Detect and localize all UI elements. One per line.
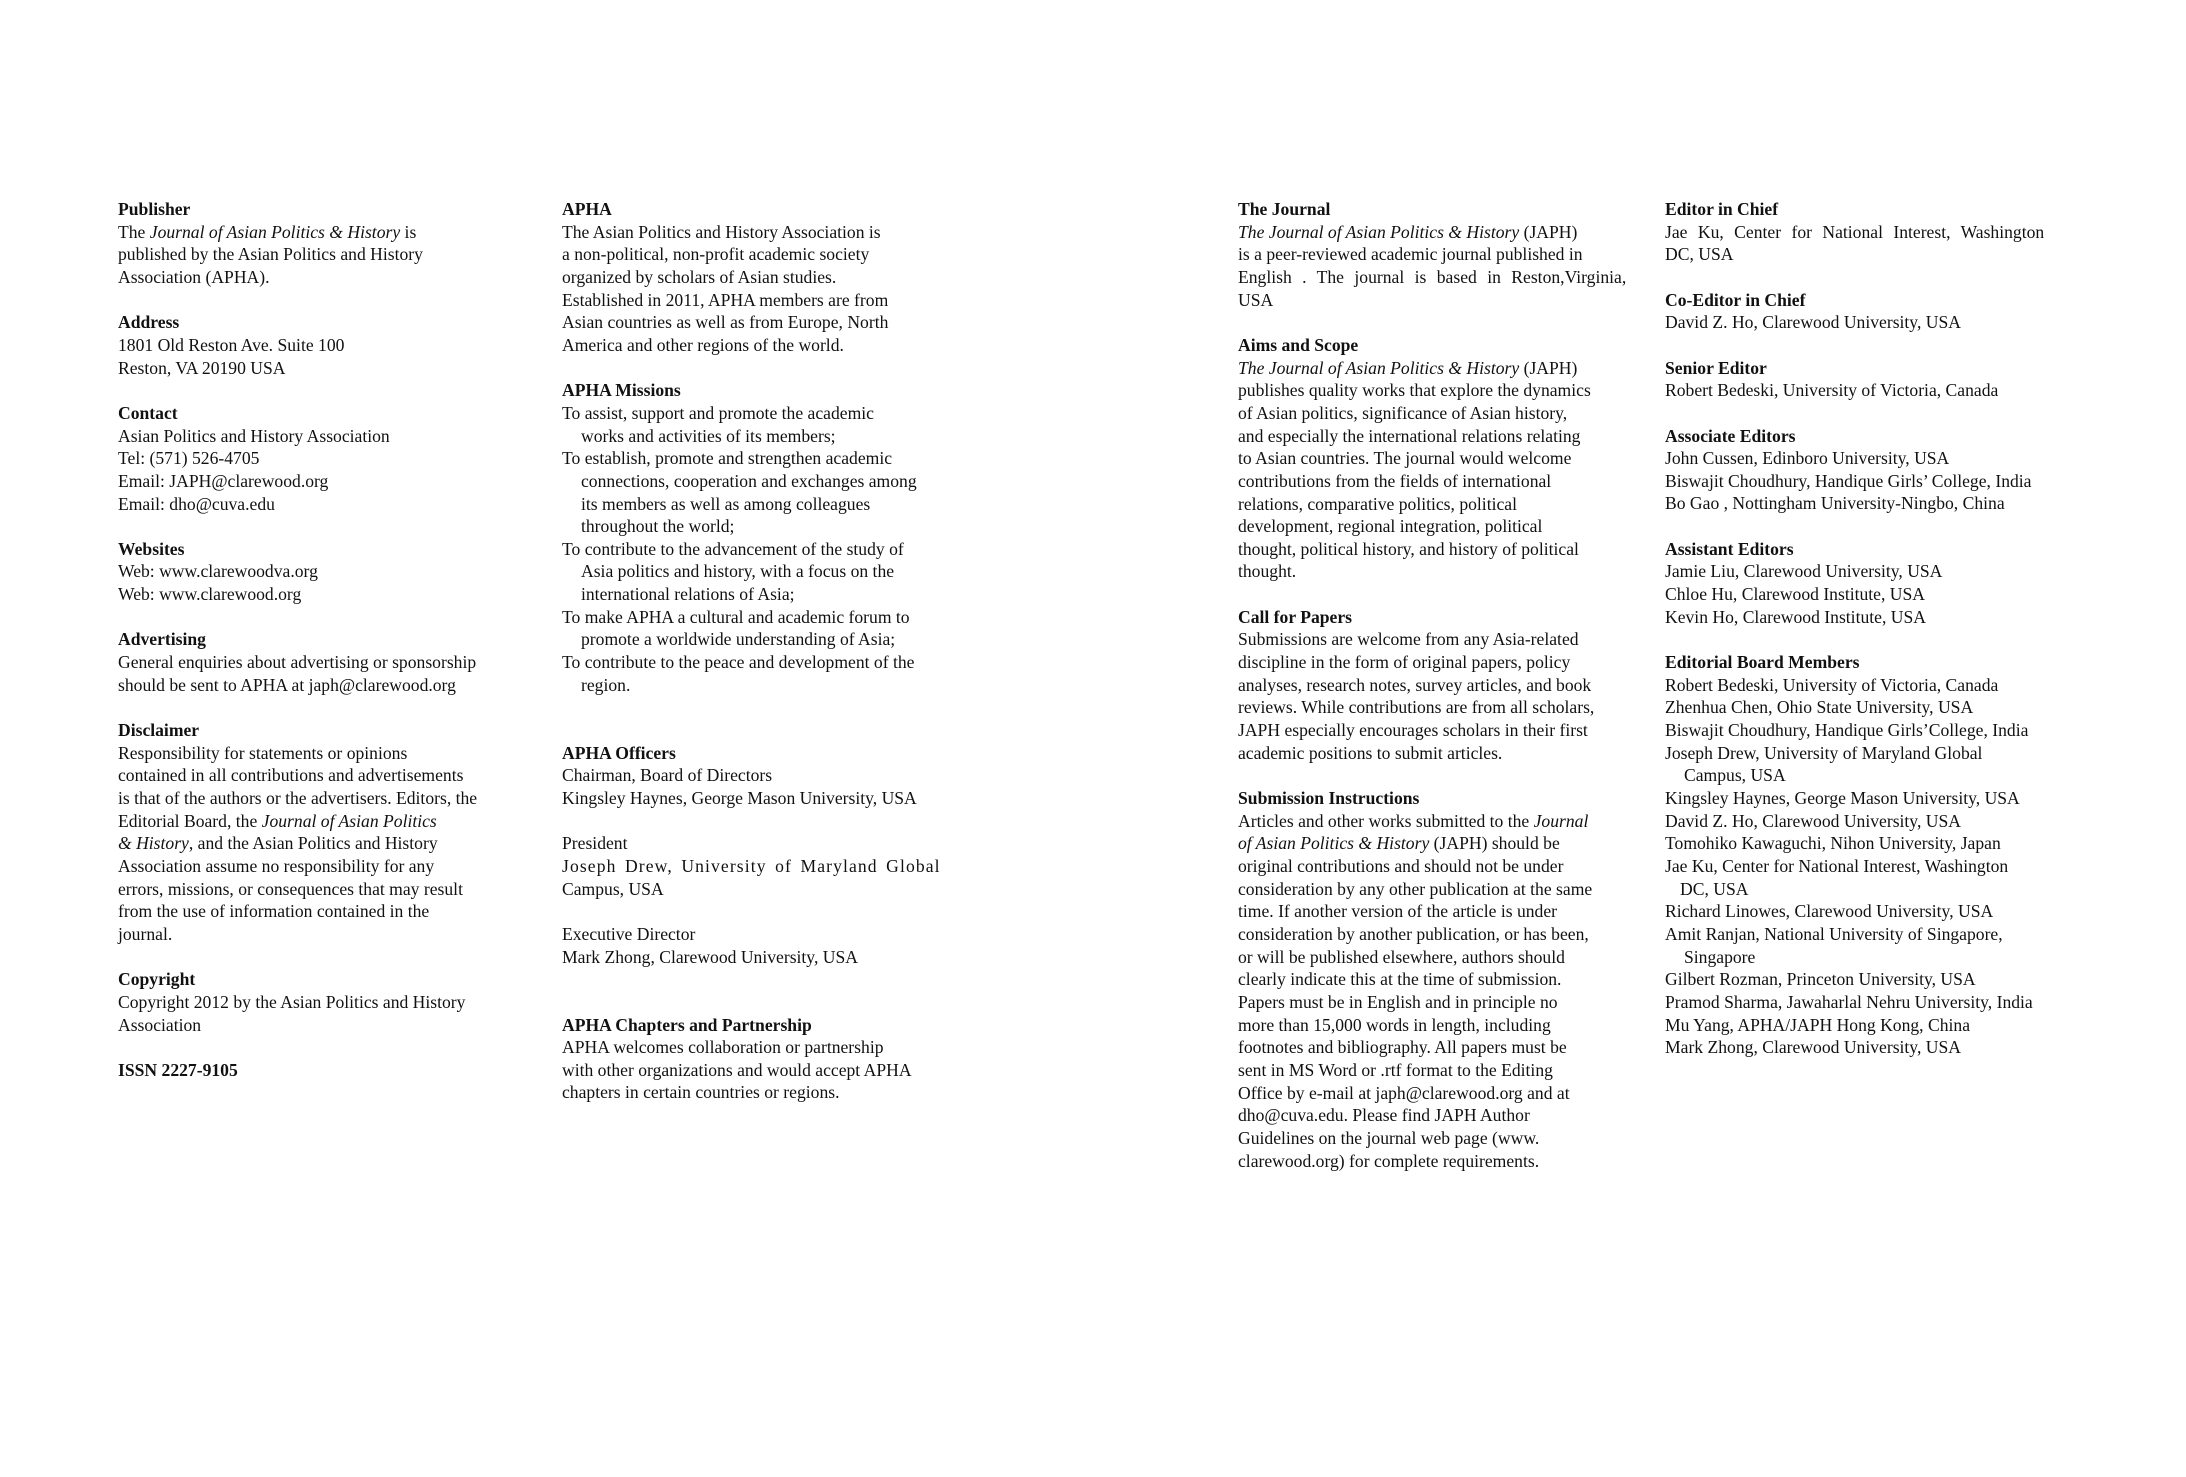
- mission-item: [562, 447, 962, 538]
- body-line: JAPH especially encourages scholars in their first: [1238, 720, 1588, 741]
- body-line: The Asian Politics and History Association is: [562, 221, 881, 242]
- section-editor-in-chief: [1665, 198, 2095, 266]
- phone: Tel: (571) 526-4705: [118, 448, 260, 469]
- mission-line: To contribute to the advancement of the study of: [562, 538, 904, 559]
- section-heading: Editorial Board Members: [1665, 652, 1860, 673]
- section-heading: Copyright: [118, 969, 196, 990]
- board-member: Joseph Drew, University of Maryland Global: [1665, 742, 1983, 763]
- body-line: [118, 221, 518, 244]
- body-line: errors, missions, or consequences that may result: [118, 878, 463, 899]
- officer-name: Kingsley Haynes, George Mason University, USA: [562, 788, 917, 809]
- body-line: organized by scholars of Asian studies.: [562, 266, 837, 287]
- section-heading: Call for Papers: [1238, 606, 1353, 627]
- body-line: development, regional integration, political: [1238, 516, 1543, 537]
- editor-line: Jamie Liu, Clarewood University, USA: [1665, 561, 1943, 582]
- section-contact: [118, 402, 518, 515]
- board-member-cont: Singapore: [1684, 946, 1756, 967]
- board-member: Pramod Sharma, Jawaharlal Nehru University, India: [1665, 991, 2033, 1012]
- body-line: a non-political, non-profit academic society: [562, 244, 870, 265]
- body-line: journal.: [118, 923, 173, 944]
- spacer: [562, 810, 962, 833]
- officer-name: Joseph Drew, University of Maryland Global: [562, 855, 941, 876]
- body-line: thought, political history, and history of political: [1238, 538, 1579, 559]
- section-address: [118, 311, 518, 379]
- section-disclaimer: [118, 719, 518, 946]
- body-line: reviews. While contributions are from all scholars,: [1238, 697, 1595, 718]
- column-association: [562, 198, 962, 1104]
- body-line: Submissions are welcome from any Asia-related: [1238, 629, 1579, 650]
- mission-item: [562, 402, 962, 447]
- editor-line: Kevin Ho, Clarewood Institute, USA: [1665, 606, 1926, 627]
- spacer: [562, 719, 962, 742]
- body-line: Office by e-mail at japh@clarewood.org and at: [1238, 1082, 1570, 1103]
- body-line: [1238, 810, 1638, 833]
- section-call-for-papers: [1238, 606, 1638, 765]
- journal-title: The Journal of Asian Politics & History: [1238, 357, 1520, 378]
- section-missions: [562, 379, 962, 696]
- editor-line: Biswajit Choudhury, Handique Girls’ College, India: [1665, 470, 2032, 491]
- body-line: English . The journal is based in Reston,Virginia,: [1238, 266, 1627, 287]
- text: (JAPH): [1519, 357, 1578, 378]
- spacer: [1665, 628, 2095, 651]
- mission-line: To establish, promote and strengthen academic: [562, 448, 893, 469]
- body-line: thought.: [1238, 561, 1297, 582]
- section-heading: APHA Chapters and Partnership: [562, 1014, 812, 1035]
- mission-line: its members as well as among colleagues: [581, 493, 871, 514]
- body-line: dho@cuva.edu. Please find JAPH Author: [1238, 1105, 1530, 1126]
- text: Editorial Board, the: [118, 810, 262, 831]
- spacer: [562, 991, 962, 1014]
- editor-line: Bo Gao , Nottingham University-Ningbo, China: [1665, 493, 2005, 514]
- section-officers: [562, 742, 962, 969]
- board-member: Robert Bedeski, University of Victoria, Canada: [1665, 674, 1999, 695]
- spacer: [1665, 515, 2095, 538]
- section-aims: [1238, 334, 1638, 583]
- section-heading: Editor in Chief: [1665, 199, 1779, 219]
- spacer: [118, 1036, 518, 1059]
- body-line: sent in MS Word or .rtf format to the Editing: [1238, 1059, 1553, 1080]
- text: Articles and other works submitted to the: [1238, 810, 1534, 831]
- body-line: footnotes and bibliography. All papers must be: [1238, 1037, 1567, 1058]
- section-associate-editors: [1665, 425, 2095, 516]
- column-editorial: [1665, 198, 2095, 1059]
- text: , and the Asian Politics and History: [188, 833, 438, 854]
- officer-title: President: [562, 833, 628, 854]
- journal-title: Journal of Asian Politics: [261, 810, 437, 831]
- section-heading: Publisher: [118, 199, 191, 219]
- column-journal: [1238, 198, 1638, 1172]
- body-line: Asian Politics and History Association: [118, 425, 390, 446]
- text: (JAPH) should be: [1429, 833, 1560, 854]
- spacer: [118, 515, 518, 538]
- spacer: [1238, 311, 1638, 334]
- body-line: discipline in the form of original papers, policy: [1238, 652, 1571, 673]
- spacer: [118, 379, 518, 402]
- body-line: from the use of information contained in the: [118, 901, 430, 922]
- spacer: [562, 900, 962, 923]
- body-line: APHA welcomes collaboration or partnership: [562, 1037, 884, 1058]
- mission-item: [562, 606, 962, 651]
- body-line: [118, 832, 518, 855]
- officer-title: Executive Director: [562, 923, 696, 944]
- email: Email: JAPH@clarewood.org: [118, 470, 329, 491]
- body-line: [118, 810, 518, 833]
- section-editorial-board: [1665, 651, 2095, 1059]
- body-line: original contributions and should not be under: [1238, 855, 1564, 876]
- body-line: Reston, VA 20190 USA: [118, 357, 286, 378]
- body-line: analyses, research notes, survey articles, and book: [1238, 674, 1592, 695]
- spacer: [118, 696, 518, 719]
- board-member: Biswajit Choudhury, Handique Girls’College, India: [1665, 720, 2029, 741]
- section-advertising: [118, 628, 518, 696]
- section-the-journal: [1238, 198, 1638, 311]
- body-line: consideration by another publication, or has been,: [1238, 923, 1589, 944]
- board-member-cont: Campus, USA: [1684, 765, 1786, 786]
- website: Web: www.clarewoodva.org: [118, 561, 318, 582]
- column-publisher-info: [118, 198, 518, 1081]
- section-assistant-editors: [1665, 538, 2095, 629]
- journal-title: Journal of Asian Politics & History: [149, 221, 401, 242]
- section-co-editor: [1665, 289, 2095, 334]
- body-line: [1238, 832, 1638, 855]
- body-line: should be sent to APHA at japh@clarewood.org: [118, 674, 456, 695]
- journal-title: Journal: [1533, 810, 1589, 831]
- section-heading: Associate Editors: [1665, 425, 1796, 446]
- section-heading: Senior Editor: [1665, 357, 1767, 378]
- text: (JAPH): [1519, 221, 1578, 242]
- body-line: 1801 Old Reston Ave. Suite 100: [118, 334, 345, 355]
- board-member: Tomohiko Kawaguchi, Nihon University, Japan: [1665, 833, 2001, 854]
- mission-item: [562, 651, 962, 696]
- body-line: General enquiries about advertising or sponsorship: [118, 652, 477, 673]
- body-line: Association (APHA).: [118, 266, 270, 287]
- section-chapters: [562, 1014, 962, 1105]
- spacer: [1665, 402, 2095, 425]
- body-line: consideration by any other publication at the same: [1238, 878, 1593, 899]
- section-heading: APHA Missions: [562, 380, 681, 401]
- section-heading: Contact: [118, 402, 178, 423]
- mission-item: [562, 538, 962, 606]
- mission-line: works and activities of its members;: [581, 425, 836, 446]
- body-line: time. If another version of the article is under: [1238, 901, 1558, 922]
- spacer: [1238, 764, 1638, 787]
- journal-title: & History: [118, 833, 189, 854]
- section-heading: Submission Instructions: [1238, 788, 1420, 809]
- body-line: with other organizations and would accept APHA: [562, 1059, 912, 1080]
- body-line: clarewood.org) for complete requirements.: [1238, 1150, 1540, 1171]
- body-line: chapters in certain countries or regions.: [562, 1082, 840, 1103]
- section-submission-instructions: [1238, 787, 1638, 1172]
- section-publisher: [118, 198, 518, 289]
- spacer: [562, 357, 962, 380]
- body-line: more than 15,000 words in length, including: [1238, 1014, 1551, 1035]
- body-line: America and other regions of the world.: [562, 334, 844, 355]
- board-member-cont: DC, USA: [1680, 878, 1749, 899]
- section-heading: APHA Officers: [562, 742, 676, 763]
- editor-line: David Z. Ho, Clarewood University, USA: [1665, 312, 1961, 333]
- body-line: Asian countries as well as from Europe, North: [562, 312, 889, 333]
- editor-line: John Cussen, Edinboro University, USA: [1665, 448, 1950, 469]
- body-line: Association: [118, 1014, 202, 1035]
- section-heading: Websites: [118, 538, 185, 559]
- spacer: [118, 606, 518, 629]
- mission-line: To make APHA a cultural and academic forum to: [562, 606, 910, 627]
- board-member: David Z. Ho, Clarewood University, USA: [1665, 810, 1961, 831]
- mission-line: connections, cooperation and exchanges among: [581, 470, 917, 491]
- spacer: [118, 946, 518, 969]
- mission-line: Asia politics and history, with a focus on the: [581, 561, 895, 582]
- section-heading: Assistant Editors: [1665, 538, 1794, 559]
- section-heading: Disclaimer: [118, 720, 200, 741]
- board-member: Jae Ku, Center for National Interest, Washington: [1665, 855, 2009, 876]
- mission-line: To assist, support and promote the academic: [562, 402, 874, 423]
- body-line: clearly indicate this at the time of submission.: [1238, 969, 1562, 990]
- body-line: Copyright 2012 by the Asian Politics and History: [118, 991, 466, 1012]
- body-line: contained in all contributions and advertisements: [118, 765, 464, 786]
- board-member: Mark Zhong, Clarewood University, USA: [1665, 1037, 1961, 1058]
- section-apha: [562, 198, 962, 357]
- body-line: academic positions to submit articles.: [1238, 742, 1503, 763]
- board-member: Gilbert Rozman, Princeton University, USA: [1665, 969, 1976, 990]
- mission-line: throughout the world;: [581, 516, 735, 537]
- section-heading: APHA: [562, 199, 612, 219]
- journal-title: The Journal of Asian Politics & History: [1238, 221, 1520, 242]
- mission-line: promote a worldwide understanding of Asia;: [581, 629, 896, 650]
- body-line: USA: [1238, 289, 1274, 310]
- body-line: [1238, 357, 1638, 380]
- board-member: Kingsley Haynes, George Mason University, USA: [1665, 787, 2020, 808]
- journal-title: of Asian Politics & History: [1238, 833, 1430, 854]
- section-copyright: [118, 968, 518, 1036]
- officer-name: Campus, USA: [562, 878, 664, 899]
- spacer: [1665, 266, 2095, 289]
- mission-line: region.: [581, 674, 631, 695]
- body-line: [1238, 221, 1638, 244]
- body-line: is a peer-reviewed academic journal published in: [1238, 244, 1583, 265]
- board-member: Mu Yang, APHA/JAPH Hong Kong, China: [1665, 1014, 1971, 1035]
- body-line: Association assume no responsibility for any: [118, 855, 435, 876]
- text: The: [118, 221, 150, 242]
- section-heading: Aims and Scope: [1238, 334, 1359, 355]
- body-line: Responsibility for statements or opinions: [118, 742, 408, 763]
- spacer: [1238, 583, 1638, 606]
- text: is: [400, 221, 417, 242]
- board-member: Amit Ranjan, National University of Singapore,: [1665, 923, 2003, 944]
- section-websites: [118, 538, 518, 606]
- body-line: or will be published elsewhere, authors should: [1238, 946, 1565, 967]
- spacer: [118, 289, 518, 312]
- editor-line: Jae Ku, Center for National Interest, Washington: [1665, 221, 2045, 242]
- body-line: Papers must be in English and in principle no: [1238, 991, 1558, 1012]
- section-heading: Co-Editor in Chief: [1665, 289, 1806, 310]
- body-line: relations, comparative politics, political: [1238, 493, 1517, 514]
- editor-line: Chloe Hu, Clarewood Institute, USA: [1665, 584, 1925, 605]
- editor-line: DC, USA: [1665, 244, 1734, 265]
- issn: ISSN 2227-9105: [118, 1059, 238, 1080]
- spacer: [1665, 334, 2095, 357]
- mission-line: international relations of Asia;: [581, 584, 795, 605]
- editor-line: Robert Bedeski, University of Victoria, Canada: [1665, 380, 1999, 401]
- website: Web: www.clarewood.org: [118, 584, 302, 605]
- body-line: is that of the authors or the advertisers. Editors, the: [118, 787, 478, 808]
- body-line: Established in 2011, APHA members are from: [562, 289, 889, 310]
- section-heading: Advertising: [118, 629, 206, 650]
- body-line: published by the Asian Politics and History: [118, 244, 423, 265]
- mission-line: To contribute to the peace and development of the: [562, 652, 915, 673]
- section-senior-editor: [1665, 357, 2095, 402]
- board-member: Richard Linowes, Clarewood University, USA: [1665, 901, 1994, 922]
- body-line: and especially the international relations relating: [1238, 425, 1581, 446]
- body-line: publishes quality works that explore the dynamics: [1238, 380, 1591, 401]
- officer-title: Chairman, Board of Directors: [562, 765, 773, 786]
- email: Email: dho@cuva.edu: [118, 493, 275, 514]
- body-line: contributions from the fields of international: [1238, 470, 1552, 491]
- spacer: [562, 696, 962, 719]
- spacer: [562, 968, 962, 991]
- section-heading: The Journal: [1238, 199, 1331, 219]
- body-line: of Asian politics, significance of Asian history,: [1238, 402, 1568, 423]
- officer-name: Mark Zhong, Clarewood University, USA: [562, 946, 858, 967]
- section-heading: Address: [118, 312, 180, 333]
- board-member: Zhenhua Chen, Ohio State University, USA: [1665, 697, 1974, 718]
- body-line: Guidelines on the journal web page (www.: [1238, 1127, 1540, 1148]
- body-line: to Asian countries. The journal would welcome: [1238, 448, 1572, 469]
